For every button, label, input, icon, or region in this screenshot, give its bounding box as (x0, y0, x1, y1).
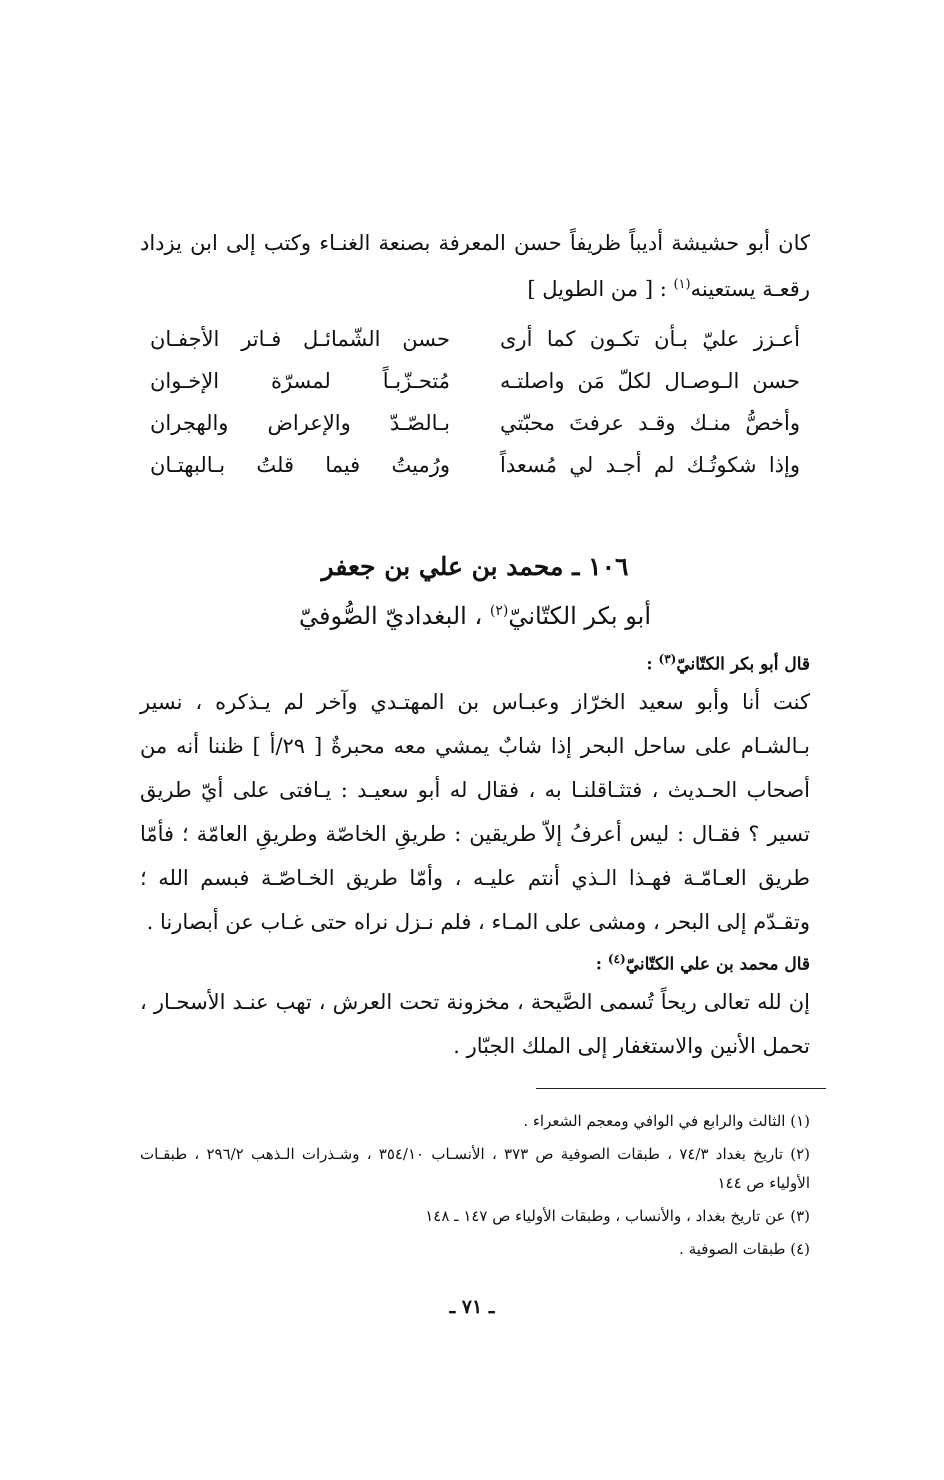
poem-line (150, 360, 800, 402)
quote-label-ref: (٤) (607, 952, 626, 966)
poem-second-hemistich: حسن الشّمائـل فـاتر الأجفـان (150, 327, 450, 351)
poem-first-hemistich: وأخصُّ منـك وقـد عرفتَ محبّتي (500, 411, 800, 435)
poem-line (150, 318, 800, 360)
quote-label-tail: : (595, 954, 608, 975)
footnote-divider (536, 1088, 826, 1089)
intro-paragraph (140, 222, 810, 310)
footnote: (١) الثالث والرابع في الوافي ومعجم الشعراء . (523, 1112, 810, 1130)
poem-first-hemistich: حسن الـوصـال لكلّ مَن واصلتـه (500, 369, 800, 393)
poem-line (150, 444, 800, 486)
quote-label-tail: : (646, 654, 659, 675)
intro-footnote-ref: (١) (673, 277, 691, 292)
quote-label-text: قال محمد بن علي الكتّانيّ (625, 954, 810, 975)
entry-heading (140, 545, 810, 638)
quote-paragraph: كنت أنا وأبو سعيد الخرّاز وعبـاس بن المهتـدي وآخر لم يـذكره ، نسير بـالشـام على ساحل البحر إذا شابٌ يمشي معه محبرةٌ [ ٢٩/أ ] ظننا أنه من أصحاب الحـديث ، فتثـاقلنـا به ، فقال له أبو سعيـد : يـافتى على أيّ طريق تسير ؟ فقـال : ليس أعرفُ إلاّ طريقين : طريقِ الخاصّة وطريقِ العامّة ؛ فأمّا طريق العـامّـة فهـذا الـذي أنتم عليـه ، وأمّا طريق الخـاصّـة فبسم الله ؛ وتقـدّم إلى البحر ، ومشى على المـاء ، فلم نـزل نراه حتى غـاب عن أبصارنا . (140, 690, 810, 934)
quote-label (140, 952, 810, 975)
poem-first-hemistich: وإذا شكوتُـك لم أجـد لي مُسعداً (500, 453, 800, 477)
entry-title: ١٠٦ ـ محمد بن علي بن جعفر (321, 552, 629, 581)
kunya-footnote-ref: (٢) (489, 603, 509, 619)
poem-first-hemistich: أعـزز عليّ بـأن تكـون كما أرى (500, 327, 800, 351)
quote-label-text: قال أبو بكر الكتّانيّ (676, 654, 810, 675)
entry-nisba: ، البغداديّ الصُّوفيّ (299, 602, 490, 630)
quote-label-ref: (٣) (658, 652, 677, 666)
poem-second-hemistich: مُتحـزّبـاً لمسرّة الإخـوان (150, 369, 450, 393)
quote-paragraph: إن لله تعالى ريحاً تُسمى الصَّيحة ، مخزونة تحت العرش ، تهب عنـد الأسحـار ، تحمل الأنين والاستغفار إلى الملك الجبّار . (140, 990, 810, 1058)
quote-label (140, 652, 810, 675)
poem-second-hemistich: بـالصّـدّ والإعراض والهجران (150, 411, 450, 435)
footnotes (140, 1107, 810, 1268)
footnote: (٤) طبقات الصوفية . (679, 1240, 810, 1258)
entry-subtitle (140, 589, 810, 638)
footnote: (٢) تاريخ بغداد ٧٤/٣ ، طبقات الصوفية ص ٣٧٣ ، الأنسـاب ٣٥٤/١٠ ، وشـذرات الـذهب ٢٩٦/٢ ، طبقـات الأولياء ص ١٤٤ (140, 1145, 810, 1192)
intro-meter: : [ من الطويل ] (527, 277, 674, 301)
poem-second-hemistich: ورُميتُ فيما قلتُ بـالبهتـان (150, 453, 450, 477)
page-number: ـ ٧١ ـ (449, 1296, 495, 1318)
entry-kunya: أبو بكر الكتّانيّ (508, 602, 651, 630)
poem (150, 318, 800, 486)
poem-line (150, 402, 800, 444)
intro-text: كان أبو حشيشة أديباً ظريفاً حسن المعرفة بصنعة الغنـاء وكتب إلى ابن يزداد رقعـة يستعينه (140, 231, 810, 301)
footnote: (٣) عن تاريخ بغداد ، والأنساب ، وطبقات الأولياء ص ١٤٧ ـ ١٤٨ (425, 1207, 810, 1225)
